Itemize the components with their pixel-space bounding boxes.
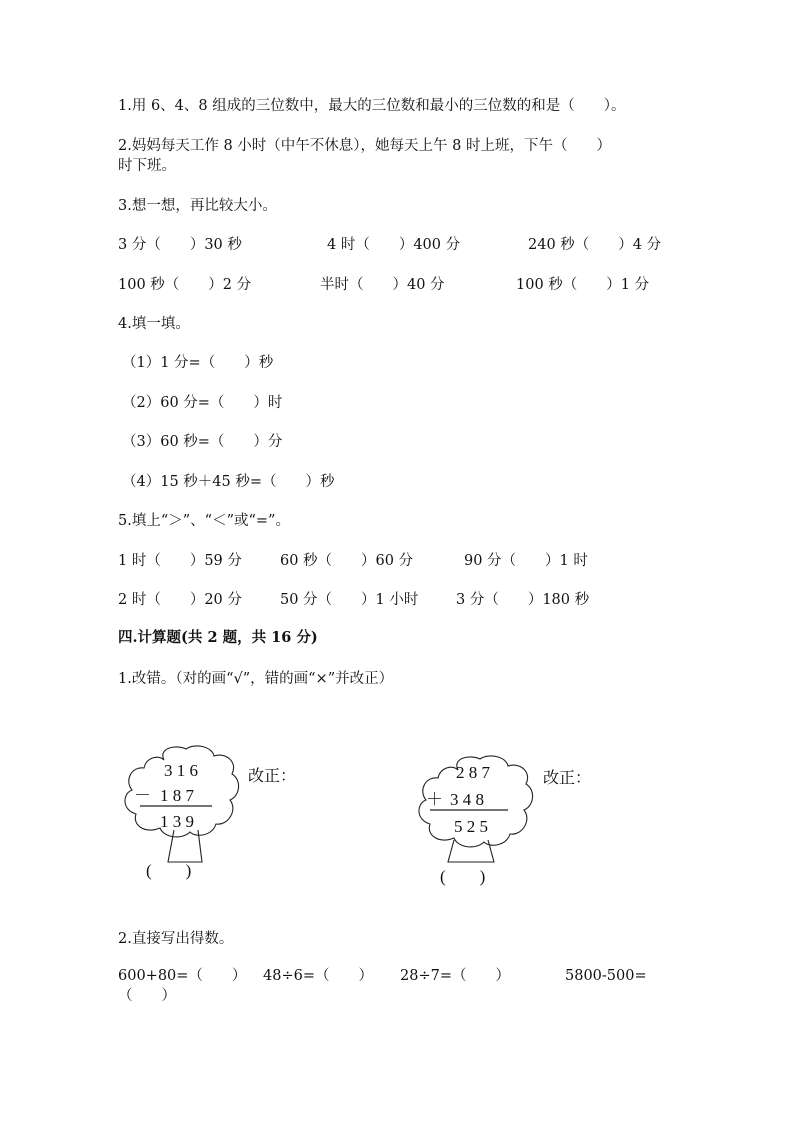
q4-item: （1）1 分=（ ）秒 [122, 355, 274, 371]
q3-row1-item: 3 分（ ）30 秒 [118, 237, 242, 253]
q3-row2-item: 100 秒（ ）2 分 [118, 277, 252, 293]
tree-1-operator: － [134, 786, 151, 805]
tree-1-answer-blank: ( ) [146, 861, 192, 880]
tree-2-result: 5 2 5 [454, 817, 488, 836]
c2-item: 5800-500= [565, 968, 647, 984]
tree-1-second-number: 1 8 7 [160, 786, 194, 805]
calc-1-title: 1.改错。（对的画“√”，错的画“×”并改正） [118, 671, 394, 687]
question-1: 1.用 6、4、8 组成的三位数中，最大的三位数和最小的三位数的和是（ ）。 [118, 98, 626, 114]
section-4-title: 四.计算题(共 2 题，共 16 分) [118, 629, 318, 646]
tree-1-correction-label: 改正： [248, 766, 297, 785]
question-2-line-1: 2.妈妈每天工作 8 小时（中午不休息），她每天上午 8 时上班，下午（ ） [118, 138, 611, 154]
q3-row1-item: 4 时（ ）400 分 [327, 237, 461, 253]
tree-1-top-number: 3 1 6 [164, 761, 198, 780]
q5-row2-item: 3 分（ ）180 秒 [456, 592, 590, 608]
question-4-title: 4.填一填。 [118, 316, 190, 332]
question-5-title: 5.填上“＞”、“＜”或“=”。 [118, 513, 290, 529]
tree-2-second-number: 3 4 8 [450, 790, 484, 809]
q5-row2-item: 50 分（ ）1 小时 [280, 592, 419, 608]
c2-item-wrap: （ ） [118, 988, 176, 1004]
tree-2-drawing [414, 754, 544, 898]
q4-item: （3）60 秒=（ ）分 [122, 434, 283, 450]
q5-row1-item: 1 时（ ）59 分 [118, 553, 242, 569]
question-2-line-2: 时下班。 [118, 158, 176, 174]
q3-row2-item: 半时（ ）40 分 [320, 277, 445, 293]
tree-2 [414, 754, 544, 898]
c2-item: 28÷7=（ ） [400, 968, 510, 984]
q3-row1-item: 240 秒（ ）4 分 [528, 237, 662, 253]
c2-item: 600+80=（ ） [118, 968, 247, 984]
tree-2-correction-label: 改正： [543, 768, 592, 787]
tree-1 [120, 744, 250, 888]
tree-1-drawing [120, 744, 250, 888]
c2-item: 48÷6=（ ） [263, 968, 373, 984]
tree-2-top-number: 2 8 7 [456, 763, 490, 782]
q5-row2-item: 2 时（ ）20 分 [118, 592, 242, 608]
q4-item: （2）60 分=（ ）时 [122, 395, 283, 411]
tree-1-result: 1 3 9 [160, 812, 194, 831]
tree-2-trunk [448, 840, 494, 862]
q5-row1-item: 60 秒（ ）60 分 [280, 553, 414, 569]
q4-item: （4）15 秒＋45 秒=（ ）秒 [122, 474, 335, 490]
q5-row1-item: 90 分（ ）1 时 [464, 553, 588, 569]
question-3-title: 3.想一想，再比较大小。 [118, 198, 277, 214]
q3-row2-item: 100 秒（ ）1 分 [516, 277, 650, 293]
tree-2-operator: ＋ [426, 790, 443, 809]
calc-2-title: 2.直接写出得数。 [118, 931, 234, 947]
tree-2-answer-blank: ( ) [440, 867, 486, 886]
